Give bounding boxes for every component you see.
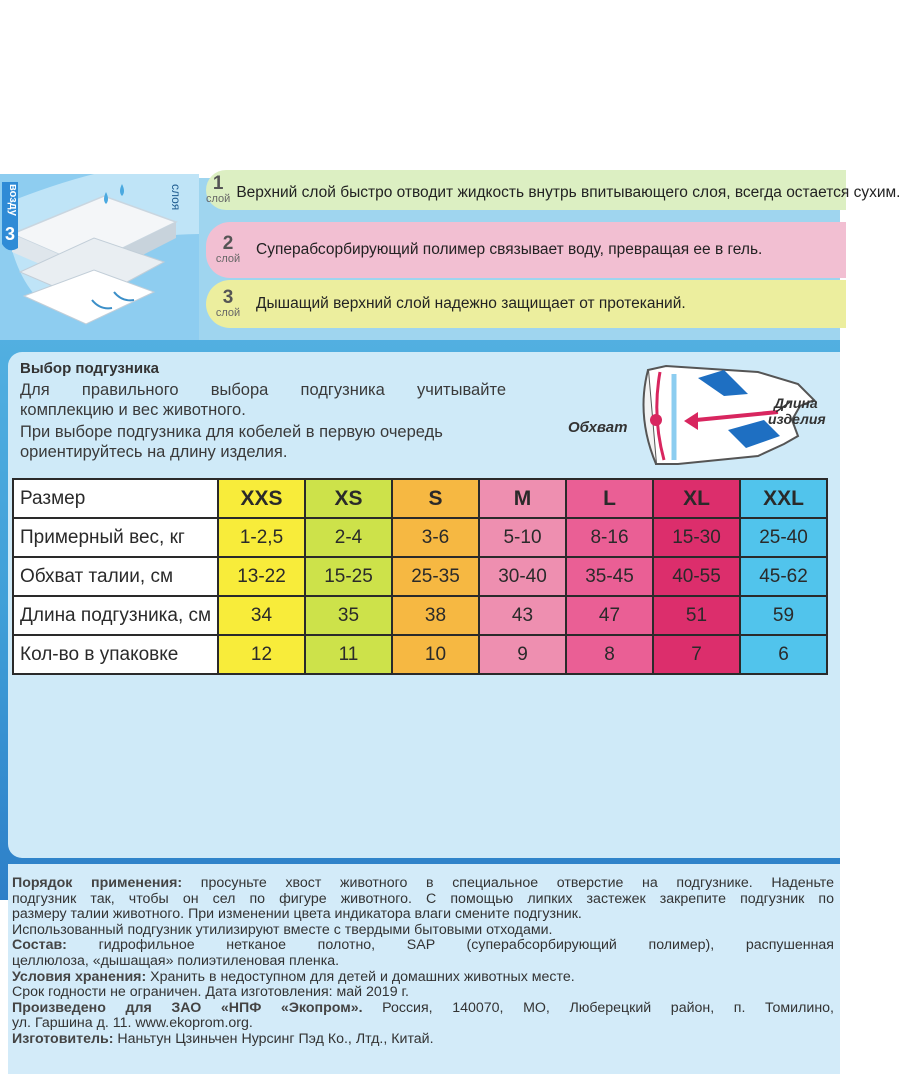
table-cell: 1-2,5 [218, 518, 305, 557]
size-xl: XL [653, 479, 740, 518]
storage-line: Условия хранения: Хранить в недоступном для детей и домашних животных месте. [12, 968, 575, 985]
layers-panel [0, 173, 900, 340]
girth-label: Обхват [568, 419, 628, 436]
package-photo [0, 173, 900, 1047]
table-cell: 38 [392, 596, 479, 635]
size-xxs: XXS [218, 479, 305, 518]
badge-number: 3 [4, 224, 16, 244]
composition-line-1: Состав: гидрофильное нетканое полотно, SAP (суперабсорбирующий полимер), распушенная [12, 937, 834, 954]
table-row [13, 635, 827, 674]
table-cell: 11 [305, 635, 392, 674]
table-cell: 34 [218, 596, 305, 635]
size-m: M [479, 479, 566, 518]
table-cell: 8-16 [566, 518, 653, 557]
table-cell: 10 [392, 635, 479, 674]
usage-line-2: подгузник так, чтобы он сел по фигуре животного. С помощью липких застежек закрепите подгузник по [12, 890, 834, 907]
layer-text-3: Дышащий верхний слой надежно защищает от протеканий. [256, 295, 686, 312]
size-table [12, 478, 828, 675]
table-row [13, 518, 827, 557]
size-selection-panel [8, 352, 840, 858]
manufacturer-line: Изготовитель: Наньтун Цзиньчен Нурсинг Пэд Ко., Лтд., Китай. [12, 1030, 434, 1047]
table-row [13, 596, 827, 635]
selection-paragraph-2: При выборе подгузника для кобелей в первую очередь ориентируйтесь на длину изделия. [20, 423, 443, 461]
table-cell: 15-30 [653, 518, 740, 557]
table-cell: 12 [218, 635, 305, 674]
table-cell: 8 [566, 635, 653, 674]
diaper-measure-diagram-icon [548, 360, 840, 472]
layer-number-3: 3 слой [215, 287, 241, 319]
table-cell: 47 [566, 596, 653, 635]
side-text-right: слоя [169, 184, 183, 211]
usage-line-1: Порядок применения: просуньте хвост животного в специальное отверстие на подгузнике. Наденьте [12, 875, 834, 891]
table-cell: 13-22 [218, 557, 305, 596]
diaper-layers-illustration-icon [0, 174, 199, 340]
selection-title: Выбор подгузника [20, 360, 159, 377]
produced-line-2: ул. Гаршина д. 11. www.ekoprom.org. [12, 1015, 253, 1032]
layer-number-2: 2 слой [215, 233, 241, 265]
size-s: S [392, 479, 479, 518]
produced-line-1: Произведено для ЗАО «НПФ «Экопром». Россия, 140070, МО, Люберецкий район, п. Томилино, [12, 999, 834, 1016]
table-cell: 51 [653, 596, 740, 635]
table-cell: 35-45 [566, 557, 653, 596]
row-label-waist: Обхват талии, см [13, 557, 218, 596]
table-cell: 5-10 [479, 518, 566, 557]
usage-line-4: Использованный подгузник утилизируют вместе с твердыми бытовыми отходами. [12, 921, 553, 938]
layer-number-1: 1 слой [206, 173, 231, 205]
table-cell: 15-25 [305, 557, 392, 596]
table-cell: 40-55 [653, 557, 740, 596]
composition-line-2: целлюлоза, «дышащая» полиэтиленовая пленка. [12, 952, 340, 969]
table-cell: 30-40 [479, 557, 566, 596]
table-cell: 43 [479, 596, 566, 635]
layer-text-2: Суперабсорбирующий полимер связывает воду, превращая ее в гель. [256, 241, 763, 258]
usage-line-3: размеру талии животного. При изменении цвета индикатора влаги смените подгузник. [12, 906, 582, 923]
table-cell: 9 [479, 635, 566, 674]
size-header-row [13, 479, 827, 518]
table-cell: 25-40 [740, 518, 827, 557]
table-row [13, 557, 827, 596]
table-cell: 35 [305, 596, 392, 635]
table-cell: 59 [740, 596, 827, 635]
table-cell: 25-35 [392, 557, 479, 596]
table-cell: 6 [740, 635, 827, 674]
row-label-length: Длина подгузника, см [13, 596, 218, 635]
instructions-block [8, 864, 840, 1074]
layer-row-3 [206, 280, 846, 328]
selection-paragraph-1: Для правильного выбора подгузника учитывайте комплекцию и вес животного. [20, 381, 506, 419]
row-label-weight: Примерный вес, кг [13, 518, 218, 557]
size-xxl: XXL [740, 479, 827, 518]
side-text-left: возду [7, 184, 19, 216]
size-xs: XS [305, 479, 392, 518]
length-label-1: Длина [774, 395, 818, 411]
layer-row-2 [206, 222, 846, 278]
table-cell: 2-4 [305, 518, 392, 557]
shelf-life-line: Срок годности не ограничен. Дата изготовления: май 2019 г. [12, 984, 409, 1001]
size-header-label: Размер [13, 479, 218, 518]
length-label-2: изделия [768, 411, 826, 427]
table-cell: 7 [653, 635, 740, 674]
size-l: L [566, 479, 653, 518]
row-label-count: Кол-во в упаковке [13, 635, 218, 674]
table-cell: 3-6 [392, 518, 479, 557]
table-cell: 45-62 [740, 557, 827, 596]
layer-text-1: Верхний слой быстро отводит жидкость внутрь впитывающего слоя, всегда остается сухим. [236, 184, 900, 201]
layer-row-1 [206, 170, 900, 210]
